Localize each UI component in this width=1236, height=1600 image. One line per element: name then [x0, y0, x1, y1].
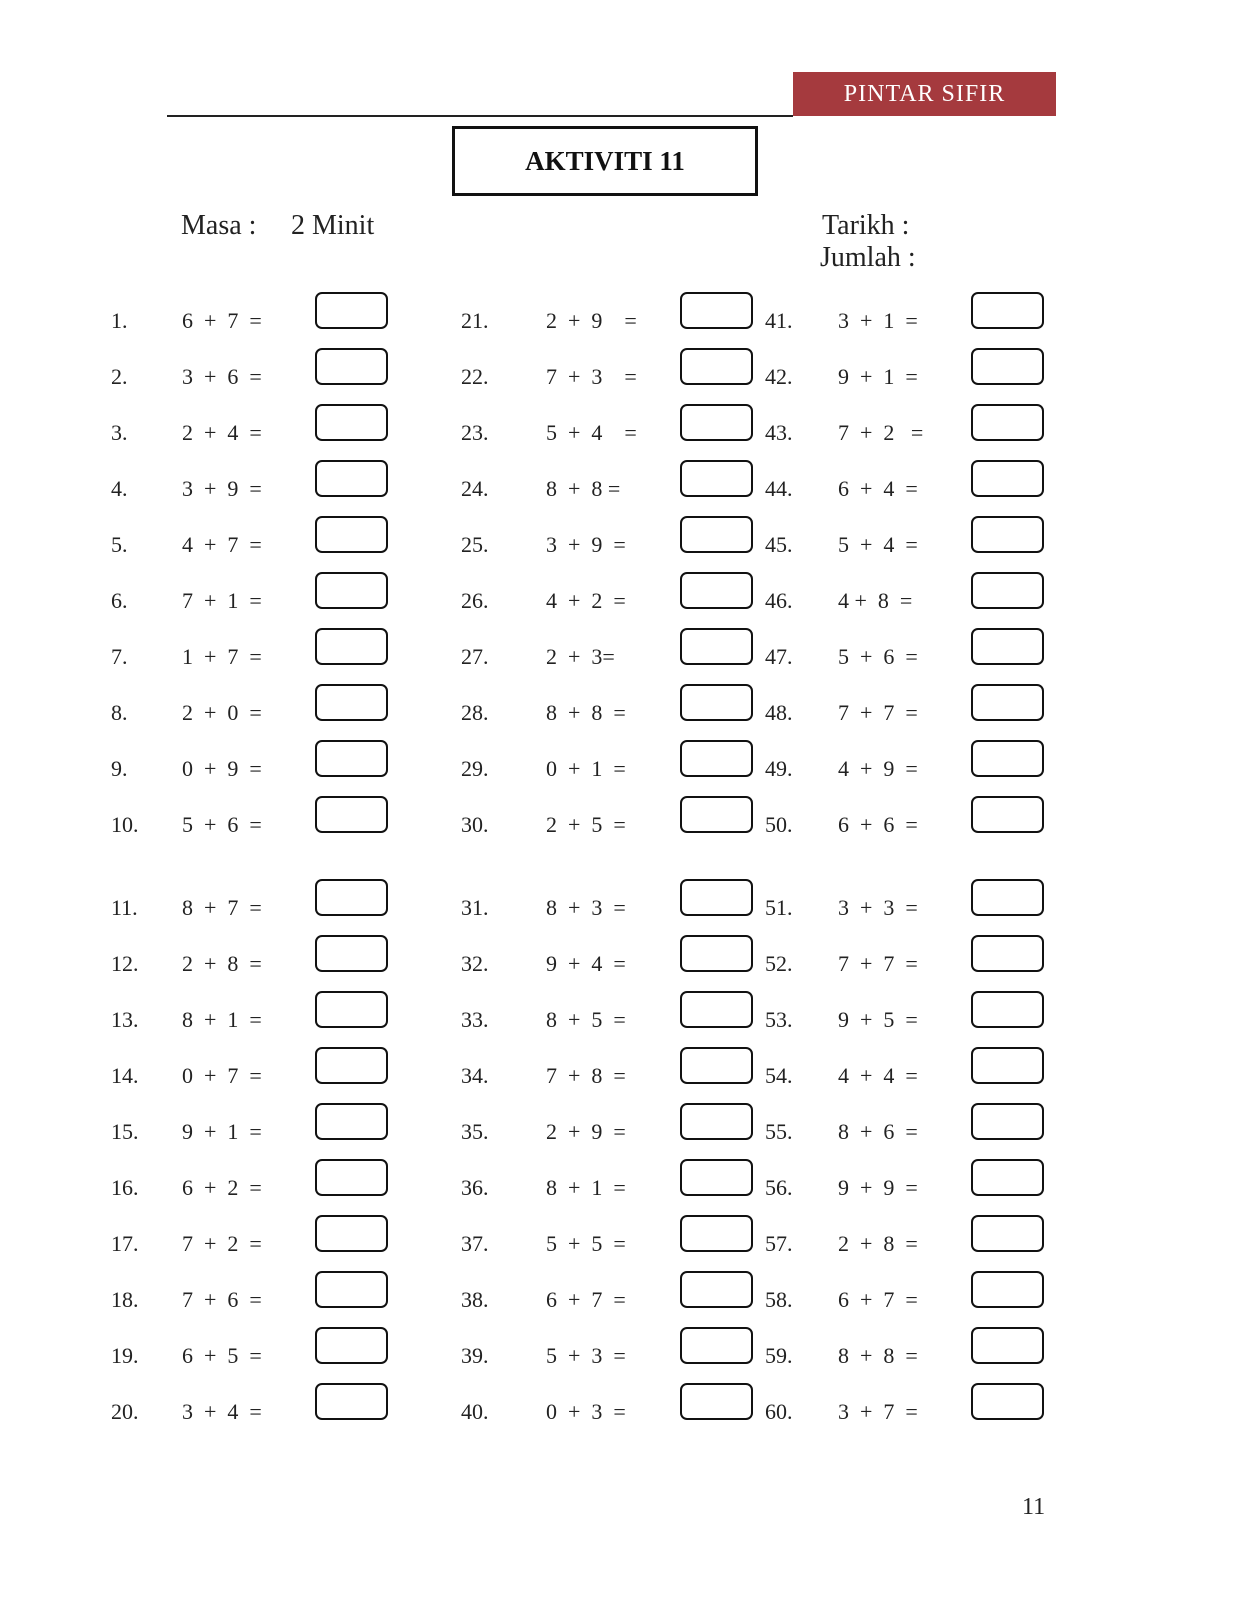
- question-number: 5.: [111, 532, 128, 557]
- question-expression: 5 + 4 =: [546, 420, 637, 445]
- question-number: 21.: [461, 308, 489, 333]
- answer-box[interactable]: [680, 879, 753, 916]
- tarikh-label: Tarikh :: [822, 210, 910, 241]
- answer-box[interactable]: [971, 879, 1044, 916]
- question-number: 23.: [461, 420, 489, 445]
- question-number: 22.: [461, 364, 489, 389]
- question-number: 45.: [765, 532, 793, 557]
- question-expression: 9 + 5 =: [838, 1007, 918, 1032]
- answer-box[interactable]: [971, 1159, 1044, 1196]
- question-expression: 2 + 3=: [546, 644, 615, 669]
- jumlah-label: Jumlah :: [820, 242, 916, 273]
- question-number: 48.: [765, 700, 793, 725]
- answer-box[interactable]: [971, 348, 1044, 385]
- masa-label: Masa :: [181, 210, 257, 241]
- answer-box[interactable]: [315, 348, 388, 385]
- question-expression: 7 + 7 =: [838, 700, 918, 725]
- answer-box[interactable]: [315, 1103, 388, 1140]
- answer-box[interactable]: [680, 348, 753, 385]
- header-tab: PINTAR SIFIR: [793, 72, 1056, 116]
- question-expression: 6 + 6 =: [838, 812, 918, 837]
- question-number: 8.: [111, 700, 128, 725]
- answer-box[interactable]: [971, 516, 1044, 553]
- answer-box[interactable]: [680, 572, 753, 609]
- question-number: 24.: [461, 476, 489, 501]
- answer-box[interactable]: [971, 628, 1044, 665]
- answer-box[interactable]: [680, 991, 753, 1028]
- answer-box[interactable]: [971, 1327, 1044, 1364]
- question-expression: 5 + 6 =: [182, 812, 262, 837]
- question-number: 43.: [765, 420, 793, 445]
- page-number: 11: [1022, 1494, 1046, 1520]
- question-number: 13.: [111, 1007, 139, 1032]
- question-expression: 4 + 8 =: [838, 588, 913, 613]
- question-number: 9.: [111, 756, 128, 781]
- answer-box[interactable]: [680, 404, 753, 441]
- question-expression: 4 + 4 =: [838, 1063, 918, 1088]
- question-expression: 6 + 5 =: [182, 1343, 262, 1368]
- question-number: 6.: [111, 588, 128, 613]
- question-expression: 6 + 7 =: [182, 308, 262, 333]
- answer-box[interactable]: [680, 516, 753, 553]
- question-expression: 3 + 6 =: [182, 364, 262, 389]
- question-number: 32.: [461, 951, 489, 976]
- header-rule: [167, 115, 793, 117]
- question-number: 34.: [461, 1063, 489, 1088]
- answer-box[interactable]: [971, 1383, 1044, 1420]
- question-number: 28.: [461, 700, 489, 725]
- question-expression: 9 + 1 =: [838, 364, 918, 389]
- question-expression: 7 + 6 =: [182, 1287, 262, 1312]
- question-number: 33.: [461, 1007, 489, 1032]
- question-expression: 7 + 1 =: [182, 588, 262, 613]
- answer-box[interactable]: [315, 404, 388, 441]
- question-expression: 3 + 9 =: [182, 476, 262, 501]
- answer-box[interactable]: [971, 292, 1044, 329]
- question-expression: 0 + 1 =: [546, 756, 626, 781]
- question-expression: 6 + 2 =: [182, 1175, 262, 1200]
- question-expression: 8 + 3 =: [546, 895, 626, 920]
- answer-box[interactable]: [315, 935, 388, 972]
- answer-box[interactable]: [315, 796, 388, 833]
- question-expression: 8 + 5 =: [546, 1007, 626, 1032]
- question-expression: 9 + 4 =: [546, 951, 626, 976]
- answer-box[interactable]: [971, 572, 1044, 609]
- question-expression: 8 + 6 =: [838, 1119, 918, 1144]
- answer-box[interactable]: [315, 684, 388, 721]
- answer-box[interactable]: [315, 460, 388, 497]
- question-number: 40.: [461, 1399, 489, 1424]
- answer-box[interactable]: [315, 879, 388, 916]
- question-expression: 7 + 8 =: [546, 1063, 626, 1088]
- question-number: 27.: [461, 644, 489, 669]
- answer-box[interactable]: [680, 1327, 753, 1364]
- question-number: 36.: [461, 1175, 489, 1200]
- question-expression: 5 + 5 =: [546, 1231, 626, 1256]
- question-number: 44.: [765, 476, 793, 501]
- question-expression: 6 + 7 =: [546, 1287, 626, 1312]
- question-number: 56.: [765, 1175, 793, 1200]
- answer-box[interactable]: [971, 404, 1044, 441]
- question-expression: 9 + 9 =: [838, 1175, 918, 1200]
- question-number: 58.: [765, 1287, 793, 1312]
- answer-box[interactable]: [680, 1271, 753, 1308]
- answer-box[interactable]: [680, 460, 753, 497]
- question-expression: 3 + 4 =: [182, 1399, 262, 1424]
- question-number: 38.: [461, 1287, 489, 1312]
- question-number: 12.: [111, 951, 139, 976]
- answer-box[interactable]: [315, 572, 388, 609]
- question-expression: 2 + 8 =: [838, 1231, 918, 1256]
- answer-box[interactable]: [680, 1159, 753, 1196]
- answer-box[interactable]: [971, 1215, 1044, 1252]
- question-number: 16.: [111, 1175, 139, 1200]
- question-expression: 4 + 2 =: [546, 588, 626, 613]
- question-number: 1.: [111, 308, 128, 333]
- answer-box[interactable]: [315, 1215, 388, 1252]
- question-expression: 0 + 9 =: [182, 756, 262, 781]
- answer-box[interactable]: [315, 628, 388, 665]
- answer-box[interactable]: [315, 1047, 388, 1084]
- question-expression: 8 + 8 =: [546, 476, 621, 501]
- question-number: 50.: [765, 812, 793, 837]
- question-expression: 4 + 9 =: [838, 756, 918, 781]
- question-expression: 0 + 3 =: [546, 1399, 626, 1424]
- answer-box[interactable]: [971, 935, 1044, 972]
- question-number: 11.: [111, 895, 138, 920]
- question-expression: 7 + 2 =: [182, 1231, 262, 1256]
- question-number: 53.: [765, 1007, 793, 1032]
- answer-box[interactable]: [680, 1215, 753, 1252]
- answer-box[interactable]: [971, 991, 1044, 1028]
- question-expression: 2 + 4 =: [182, 420, 262, 445]
- question-number: 30.: [461, 812, 489, 837]
- answer-box[interactable]: [971, 796, 1044, 833]
- question-number: 41.: [765, 308, 793, 333]
- question-expression: 1 + 7 =: [182, 644, 262, 669]
- question-number: 31.: [461, 895, 489, 920]
- question-expression: 3 + 1 =: [838, 308, 918, 333]
- answer-box[interactable]: [680, 1047, 753, 1084]
- question-expression: 7 + 3 =: [546, 364, 637, 389]
- question-number: 37.: [461, 1231, 489, 1256]
- question-expression: 9 + 1 =: [182, 1119, 262, 1144]
- question-expression: 2 + 5 =: [546, 812, 626, 837]
- question-expression: 2 + 0 =: [182, 700, 262, 725]
- answer-box[interactable]: [315, 1327, 388, 1364]
- answer-box[interactable]: [680, 1383, 753, 1420]
- answer-box[interactable]: [680, 684, 753, 721]
- answer-box[interactable]: [680, 796, 753, 833]
- question-expression: 6 + 7 =: [838, 1287, 918, 1312]
- question-number: 52.: [765, 951, 793, 976]
- question-number: 18.: [111, 1287, 139, 1312]
- question-number: 20.: [111, 1399, 139, 1424]
- question-number: 26.: [461, 588, 489, 613]
- question-expression: 5 + 4 =: [838, 532, 918, 557]
- question-number: 47.: [765, 644, 793, 669]
- question-expression: 2 + 8 =: [182, 951, 262, 976]
- question-number: 49.: [765, 756, 793, 781]
- question-number: 60.: [765, 1399, 793, 1424]
- question-expression: 6 + 4 =: [838, 476, 918, 501]
- question-expression: 2 + 9 =: [546, 308, 637, 333]
- question-number: 54.: [765, 1063, 793, 1088]
- question-number: 19.: [111, 1343, 139, 1368]
- question-number: 46.: [765, 588, 793, 613]
- question-number: 59.: [765, 1343, 793, 1368]
- question-number: 51.: [765, 895, 793, 920]
- question-number: 15.: [111, 1119, 139, 1144]
- question-expression: 4 + 7 =: [182, 532, 262, 557]
- answer-box[interactable]: [680, 628, 753, 665]
- question-number: 35.: [461, 1119, 489, 1144]
- question-expression: 3 + 3 =: [838, 895, 918, 920]
- answer-box[interactable]: [680, 292, 753, 329]
- question-expression: 2 + 9 =: [546, 1119, 626, 1144]
- question-expression: 8 + 7 =: [182, 895, 262, 920]
- answer-box[interactable]: [680, 740, 753, 777]
- answer-box[interactable]: [971, 1271, 1044, 1308]
- question-expression: 0 + 7 =: [182, 1063, 262, 1088]
- answer-box[interactable]: [971, 740, 1044, 777]
- question-number: 57.: [765, 1231, 793, 1256]
- answer-box[interactable]: [315, 1271, 388, 1308]
- answer-box[interactable]: [315, 1383, 388, 1420]
- question-number: 10.: [111, 812, 139, 837]
- answer-box[interactable]: [680, 1103, 753, 1140]
- question-expression: 3 + 7 =: [838, 1399, 918, 1424]
- question-number: 3.: [111, 420, 128, 445]
- question-number: 17.: [111, 1231, 139, 1256]
- question-number: 29.: [461, 756, 489, 781]
- question-expression: 5 + 6 =: [838, 644, 918, 669]
- question-number: 2.: [111, 364, 128, 389]
- question-number: 7.: [111, 644, 128, 669]
- answer-box[interactable]: [971, 460, 1044, 497]
- answer-box[interactable]: [315, 991, 388, 1028]
- question-number: 4.: [111, 476, 128, 501]
- answer-box[interactable]: [680, 935, 753, 972]
- question-expression: 8 + 1 =: [182, 1007, 262, 1032]
- question-number: 42.: [765, 364, 793, 389]
- question-expression: 7 + 2 =: [838, 420, 924, 445]
- answer-box[interactable]: [971, 1103, 1044, 1140]
- question-expression: 8 + 8 =: [838, 1343, 918, 1368]
- question-number: 14.: [111, 1063, 139, 1088]
- question-number: 55.: [765, 1119, 793, 1144]
- question-expression: 8 + 1 =: [546, 1175, 626, 1200]
- answer-box[interactable]: [971, 1047, 1044, 1084]
- masa-value: 2 Minit: [291, 210, 375, 241]
- question-expression: 8 + 8 =: [546, 700, 626, 725]
- question-number: 25.: [461, 532, 489, 557]
- activity-title: AKTIVITI 11: [452, 126, 758, 196]
- question-number: 39.: [461, 1343, 489, 1368]
- answer-box[interactable]: [315, 516, 388, 553]
- answer-box[interactable]: [315, 292, 388, 329]
- answer-box[interactable]: [315, 1159, 388, 1196]
- answer-box[interactable]: [971, 684, 1044, 721]
- answer-box[interactable]: [315, 740, 388, 777]
- question-expression: 7 + 7 =: [838, 951, 918, 976]
- question-expression: 5 + 3 =: [546, 1343, 626, 1368]
- question-expression: 3 + 9 =: [546, 532, 626, 557]
